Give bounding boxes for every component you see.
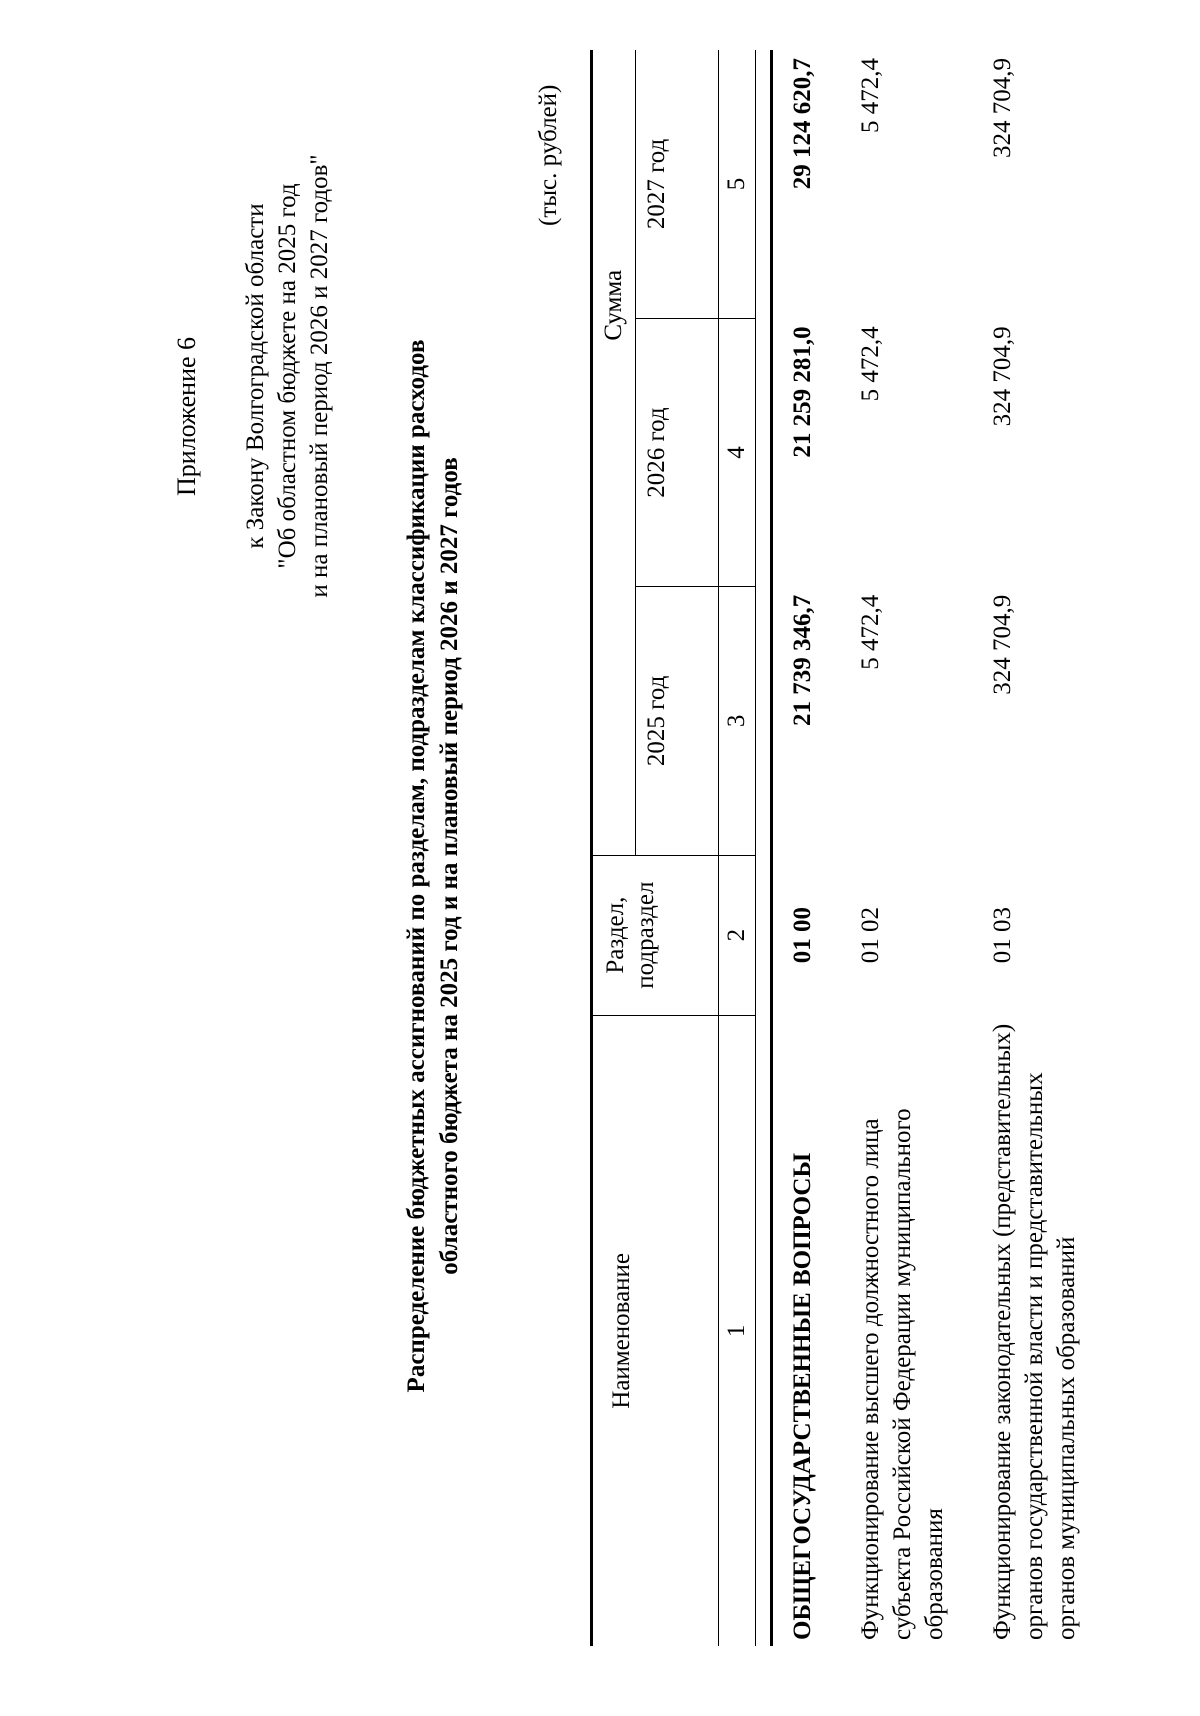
document-title — [400, 216, 466, 1516]
row-amount-2027: 324 704,9 — [989, 58, 1016, 158]
row-amount-2027: 29 124 620,7 — [789, 58, 816, 190]
header-2025: 2025 год — [636, 587, 719, 855]
row-name: Функционирование высшего должностного лица субъекта Российской Федерации муниципального образования — [857, 1108, 948, 1640]
column-number: 1 — [719, 1015, 756, 1646]
row-amount-2027: 5 472,4 — [857, 58, 884, 133]
header-code: Раздел, подраздел — [592, 855, 719, 1015]
header-2026: 2026 год — [636, 318, 719, 586]
row-code: 01 02 — [857, 907, 884, 964]
column-number: 3 — [719, 587, 756, 855]
column-number: 4 — [719, 318, 756, 586]
row-amount-2026: 21 259 281,0 — [789, 326, 816, 458]
row-amount-2026: 5 472,4 — [857, 326, 884, 402]
law-reference-line-1: к Закону Волгоградской области — [242, 203, 269, 549]
row-amount-2025: 21 739 346,7 — [789, 594, 816, 726]
document-title-line-1: Распределение бюджетных ассигнований по разделам, подразделам классификации расходов — [403, 339, 430, 1393]
row-amount-2026: 324 704,9 — [989, 326, 1016, 427]
row-name: ОБЩЕГОСУДАРСТВЕННЫЕ ВОПРОСЫ — [789, 1153, 816, 1640]
document-title-line-2: областного бюджета на 2025 год и на плановый период 2026 и 2027 годов — [436, 457, 463, 1275]
row-code: 01 03 — [989, 907, 1016, 964]
table-row — [772, 50, 842, 1646]
table-row — [841, 50, 973, 1646]
header-2027: 2027 год — [636, 50, 719, 318]
budget-table — [590, 50, 1105, 1646]
units-label: (тыс. рублей) — [535, 84, 562, 226]
column-number: 2 — [719, 855, 756, 1015]
law-reference-line-3: и на плановый период 2026 и 2027 годов" — [306, 154, 333, 598]
row-code: 01 00 — [789, 907, 816, 964]
row-amount-2025: 324 704,9 — [989, 594, 1016, 695]
appendix-title: Приложение 6 — [172, 336, 201, 496]
law-reference — [240, 36, 336, 716]
column-number: 5 — [719, 50, 756, 318]
row-amount-2025: 5 472,4 — [857, 594, 884, 670]
law-reference-line-2: "Об областном бюджете на 2025 год — [274, 183, 301, 569]
table-row — [973, 50, 1105, 1646]
row-name: Функционирование законодательных (представительных) органов государственной власти и представительных органов муниципальных образований — [989, 1023, 1080, 1640]
header-sum: Сумма — [592, 50, 636, 855]
header-name: Наименование — [592, 1015, 719, 1646]
